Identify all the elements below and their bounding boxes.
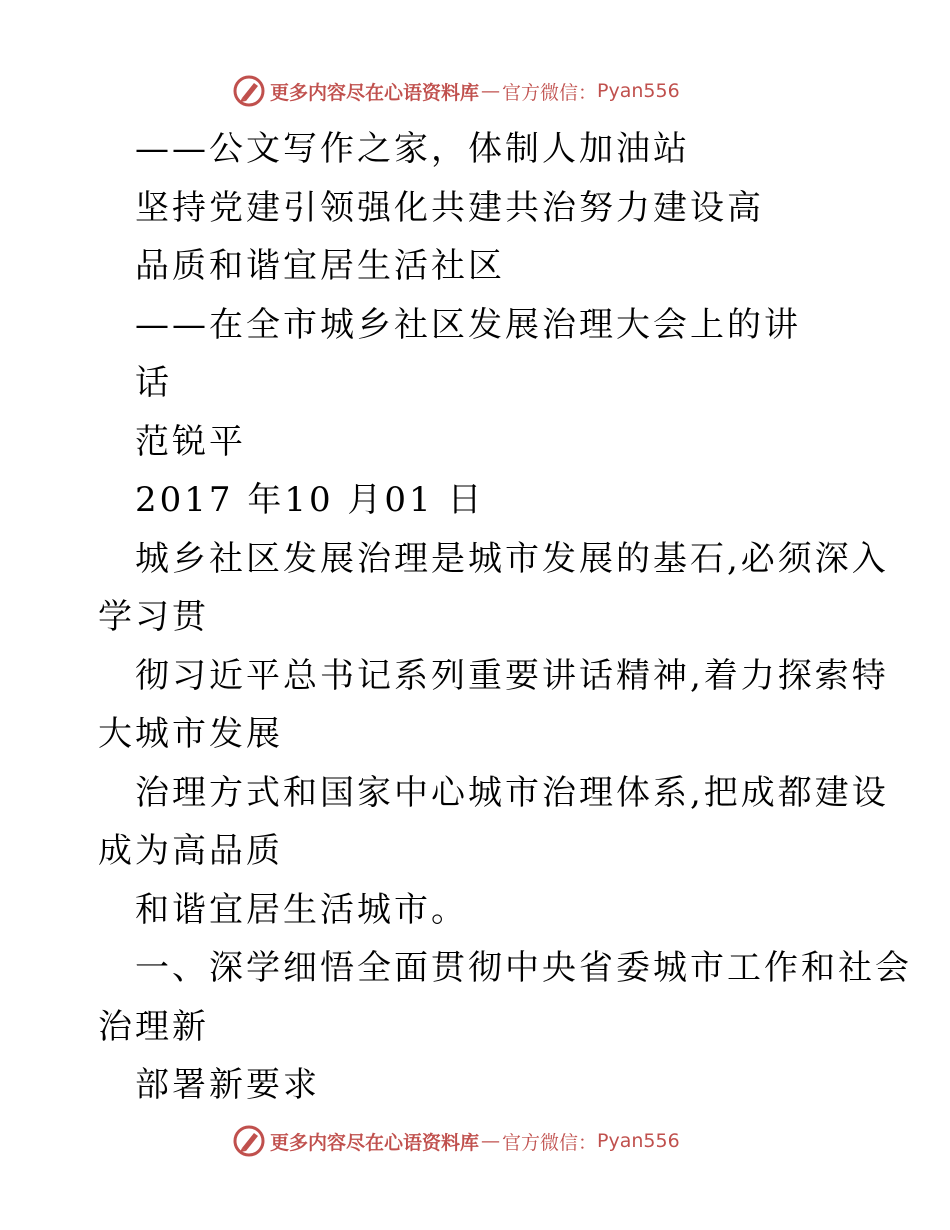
paragraph-line: 成为高品质 bbox=[98, 831, 283, 871]
paragraph-line: 学习贯 bbox=[98, 597, 209, 637]
doc-subtitle-line-1: ——在全市城乡社区发展治理大会上的讲 bbox=[135, 304, 801, 345]
paragraph-line: 和谐宜居生活城市。 bbox=[135, 889, 468, 930]
section-heading-line-3: 部署新要求 bbox=[135, 1065, 320, 1105]
tagline: ——公文写作之家，体制人加油站 bbox=[135, 129, 690, 169]
section-heading-line-2: 治理新 bbox=[98, 1006, 209, 1047]
document-body bbox=[98, 120, 912, 1115]
watermark-handle: Pyan556 bbox=[597, 80, 680, 102]
watermark-separator: — bbox=[481, 1130, 501, 1152]
watermark-suffix-text: 官方微信： bbox=[502, 1131, 598, 1154]
date: 2017 年10 月01 日 bbox=[135, 480, 485, 520]
doc-title-line-1: 坚持党建引领强化共建共治努力建设高 bbox=[135, 187, 764, 228]
watermark-suffix-text: 官方微信： bbox=[502, 81, 598, 104]
paragraph-line: 彻习近平总书记系列重要讲话精神,着力探索特 bbox=[135, 655, 889, 696]
seal-logo-icon bbox=[232, 1124, 266, 1158]
author: 范锐平 bbox=[135, 421, 246, 462]
watermark-main-text: 更多内容尽在心语资料库 bbox=[270, 1131, 480, 1154]
footer-watermark bbox=[232, 1123, 680, 1159]
doc-subtitle-line-2: 话 bbox=[135, 363, 172, 403]
watermark-main-text: 更多内容尽在心语资料库 bbox=[270, 81, 480, 104]
watermark-separator: — bbox=[481, 80, 501, 102]
paragraph-line: 治理方式和国家中心城市治理体系,把成都建设 bbox=[135, 772, 889, 813]
doc-title-line-2: 品质和谐宜居生活社区 bbox=[135, 246, 505, 286]
header-watermark bbox=[232, 73, 680, 109]
section-heading-line-1: 一、深学细悟全面贯彻中央省委城市工作和社会 bbox=[135, 948, 912, 988]
seal-logo-icon bbox=[232, 74, 266, 108]
paragraph-line: 大城市发展 bbox=[98, 714, 283, 754]
paragraph-line: 城乡社区发展治理是城市发展的基石,必须深入 bbox=[135, 538, 889, 579]
watermark-handle: Pyan556 bbox=[597, 1130, 680, 1152]
